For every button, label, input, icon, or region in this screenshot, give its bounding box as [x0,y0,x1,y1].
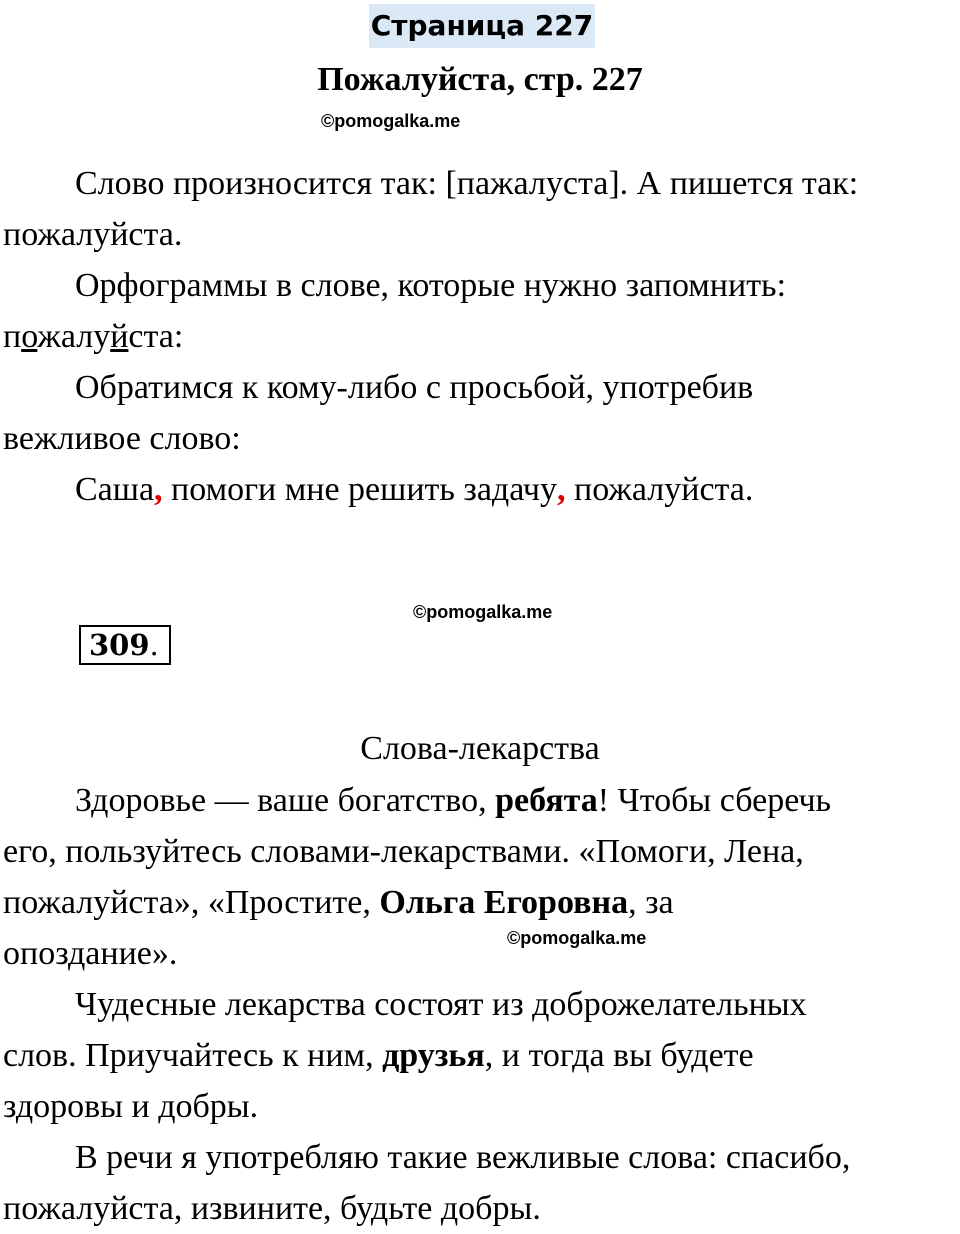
exercise-number-dot: . [149,628,159,662]
text-line: Чудесные лекарства состоят из доброжелательных [75,986,807,1023]
text-fragment: ! Чтобы сберечь [597,782,832,819]
text-line: Слово произносится так: [пажалуста]. А пишется так: [75,165,859,202]
exercise-title: Слова-лекарства [360,730,600,767]
watermark: ©pomogalka.me [321,111,461,131]
text-line: пожалуйста, извините, будьте добры. [3,1190,541,1227]
red-comma: , [154,471,163,508]
text-line: Обратимся к кому-либо с просьбой, употребив [75,369,754,406]
underlined-letter: й [110,318,129,355]
text-line: вежливое слово: [3,420,241,457]
text-fragment: , за [628,884,674,921]
spelling-line [3,311,958,362]
red-comma: , [557,471,566,508]
text-fragment: п [3,318,22,355]
watermark: ©pomogalka.me [413,602,553,622]
text-fragment: , и тогда вы будете [484,1037,754,1074]
text-fragment: слов. Приучайтесь к ним, [3,1037,383,1074]
text-line: В речи я употребляю такие вежливые слова: спасибо, [75,1139,851,1176]
text-fragment: пожалуйста. [565,471,754,508]
text-fragment: Здоровье — ваше богатство, [75,782,496,819]
page-number-header: Страница 227 [369,4,595,48]
bold-word: друзья [382,1037,485,1074]
bold-word: ребята [495,782,598,819]
text-line [3,877,958,928]
text-fragment: Саша [75,471,155,508]
example-sentence [3,464,960,515]
text-fragment: помоги мне решить задачу [162,471,558,508]
text-line: опоздание». [3,935,178,972]
text-fragment: пожалуйста», «Простите, [3,884,380,921]
text-line: пожалуйста. [3,216,183,253]
bold-word: Ольга Егоровна [379,884,629,921]
underlined-letter: о [21,318,38,355]
exercise-number-box [79,625,171,665]
document-title: Пожалуйста, стр. 227 [317,61,643,98]
text-line: Орфограммы в слове, которые нужно запомнить: [75,267,787,304]
text-fragment: ста: [128,318,184,355]
text-line: его, пользуйтесь словами-лекарствами. «Помоги, Лена, [3,833,804,870]
text-line [3,1030,958,1081]
text-line [3,775,960,826]
text-line: здоровы и добры. [3,1088,259,1125]
watermark: ©pomogalka.me [507,928,647,948]
exercise-number: 309 [89,628,150,662]
text-fragment: жалу [37,318,111,355]
